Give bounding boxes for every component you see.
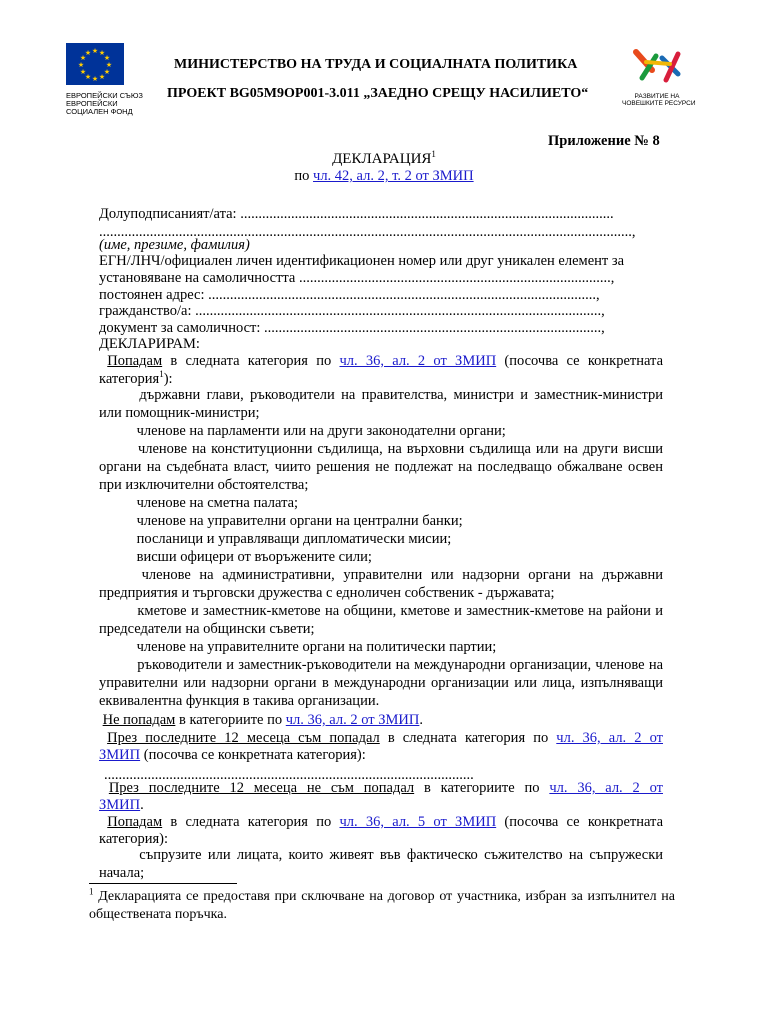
category-item xyxy=(99,602,663,638)
law-link-zmip[interactable]: ЗМИП xyxy=(99,797,141,813)
category-text: членове на административни, управителни или надзорни органи на държавни предприятия и търговски дружества с едноличен собственик - държавата; xyxy=(99,567,663,601)
eu-logo-line: СОЦИАЛЕН ФОНД xyxy=(66,107,133,116)
option-5 xyxy=(99,813,663,831)
declaration-title-text: ДЕКЛАРАЦИЯ xyxy=(332,151,432,167)
law-link-art42[interactable]: чл. 42, ал. 2, т. 2 от ЗМИП xyxy=(313,168,474,184)
footnote-mark: 1 xyxy=(89,886,94,897)
svg-text:★: ★ xyxy=(103,54,111,62)
category-item xyxy=(99,638,663,656)
svg-text:★: ★ xyxy=(91,47,99,55)
option-5-text-end: (посочва се конкретната xyxy=(496,814,664,830)
name-dots-line: ..................................................................................................................................................., xyxy=(99,224,636,240)
hr-logo-line: РАЗВИТИЕ НА xyxy=(634,93,680,100)
eu-logo-text xyxy=(66,91,143,116)
option-1-text-end: (посочва се конкретната xyxy=(496,353,664,369)
category-item xyxy=(99,846,663,882)
category-text: висши офицери от въоръжените сили; xyxy=(136,549,372,565)
category-item xyxy=(99,386,663,422)
basis-prefix: по xyxy=(294,168,314,184)
hr-development-icon xyxy=(622,48,702,88)
category-item xyxy=(99,530,663,548)
svg-text:★: ★ xyxy=(84,49,92,57)
id-document-field: документ за самоличност: ............................................................................................., xyxy=(99,320,605,336)
law-link-art36-2[interactable]: чл. 36, ал. 2 от xyxy=(556,730,663,746)
footnote xyxy=(89,888,675,924)
category-text: членове на сметна палата; xyxy=(136,495,299,511)
option-4-bold: През последните 12 месеца не съм попадал xyxy=(108,780,415,796)
eu-logo-line: ЕВРОПЕЙСКИ xyxy=(66,99,118,108)
svg-text:★: ★ xyxy=(105,61,113,69)
category-item xyxy=(99,548,663,566)
option-3-line2 xyxy=(99,746,366,764)
footnote-separator xyxy=(89,883,237,884)
law-link-zmip[interactable]: ЗМИП xyxy=(99,747,141,763)
option-4-line2 xyxy=(99,796,144,814)
egn-label: ЕГН/ЛНЧ/официален личен идентификационен номер или друг уникален елемент за xyxy=(99,253,625,269)
option-3-text: в следната категория по xyxy=(379,730,557,746)
option-3-dots: ...................................................................................................... xyxy=(104,767,474,783)
footnote-text: Декларацията се предоставя при сключване на договор от участника, избран за изпълнител на обществената поръчка. xyxy=(89,889,675,922)
declare-heading: ДЕКЛАРИРАМ: xyxy=(99,336,200,352)
option-2 xyxy=(99,711,423,729)
citizenship-field: гражданство/а: ................................................................................................................, xyxy=(99,303,605,319)
address-field: постоянен адрес: ..........................................................................................................., xyxy=(99,287,600,303)
category-text: съпрузите или лицата, които живеят във фактическо съжителство на съпружески начала; xyxy=(99,847,663,881)
eu-flag-icon xyxy=(66,43,124,85)
category-text: посланици и управляващи дипломатически мисии; xyxy=(136,531,452,547)
option-1 xyxy=(99,352,663,370)
category-item xyxy=(99,512,663,530)
svg-text:★: ★ xyxy=(98,49,106,57)
project-title: ПРОЕКТ BG05M9OP001-3.011 „ЗАЕДНО СРЕЩУ НАСИЛИЕТО“ xyxy=(167,86,589,101)
option-3-bold: През последните 12 месеца съм попадал xyxy=(107,730,380,746)
annex-label: Приложение № 8 xyxy=(548,133,660,149)
option-2-end: . xyxy=(419,712,423,728)
option-2-bold: Не попадам xyxy=(102,712,176,728)
category-item xyxy=(99,566,663,602)
law-link-art36-5[interactable]: чл. 36, ал. 5 от ЗМИП xyxy=(339,814,497,830)
category-item xyxy=(99,422,663,440)
eu-logo-line: ЕВРОПЕЙСКИ СЪЮЗ xyxy=(66,91,143,100)
svg-text:★: ★ xyxy=(98,73,106,81)
footnote-ref: 1 xyxy=(159,369,164,380)
option-1-category: категория xyxy=(99,371,160,387)
declaration-basis xyxy=(0,168,768,185)
option-4-text: в категориите по xyxy=(414,780,550,796)
option-3 xyxy=(99,729,663,747)
law-link-art36-2[interactable]: чл. 36, ал. 2 от ЗМИП xyxy=(285,712,420,728)
category-item xyxy=(99,494,663,512)
option-5-text: в следната категория по xyxy=(162,814,340,830)
category-item xyxy=(99,656,663,710)
category-item xyxy=(99,440,663,494)
svg-text:★: ★ xyxy=(79,54,87,62)
category-text: ръководители и заместник-ръководители на международни организации, членове на управителни или надзорни органи в международни организации или лица, изпълняващи еквивалентна функция в такива организации. xyxy=(99,657,664,709)
hr-logo-line: ЧОВЕШКИТЕ РЕСУРСИ xyxy=(622,100,696,107)
svg-text:★: ★ xyxy=(103,68,111,76)
law-link-art36-2[interactable]: чл. 36, ал. 2 от xyxy=(549,780,663,796)
eu-logo xyxy=(66,43,143,119)
option-3-text-end: (посочва се конкретната категория): xyxy=(140,747,366,763)
category-text: членове на парламенти или на други законодателни органи; xyxy=(136,423,506,439)
category-text: членове на конституционни съдилища, на върховни съдилища или на други висши органи на съдебната власт, чиито решения не подлежат на последващо обжалване освен при изключителни обстоятелства; xyxy=(99,441,663,493)
category-text: кметове и заместник-кметове на общини, кметове и заместник-кметове на райони и председатели на общински съвети; xyxy=(99,603,664,637)
svg-text:★: ★ xyxy=(91,75,99,83)
option-5-line2: категория): xyxy=(99,831,169,847)
svg-text:★: ★ xyxy=(77,61,85,69)
option-4-end: . xyxy=(140,797,144,813)
ministry-title: МИНИСТЕРСТВО НА ТРУДА И СОЦИАЛНАТА ПОЛИТИКА xyxy=(174,57,578,72)
svg-text:★: ★ xyxy=(84,73,92,81)
category-text: членове на управителни органи на централни банки; xyxy=(136,513,463,529)
undersigned-field: Долуподписаният/ата: ....................................................................................................... xyxy=(99,206,614,222)
law-link-art36-2[interactable]: чл. 36, ал. 2 от ЗМИП xyxy=(339,353,497,369)
identity-field: установяване на самоличността ......................................................................................, xyxy=(99,270,615,286)
category-text: членове на управителните органи на политически партии; xyxy=(136,639,497,655)
name-hint: (име, презиме, фамилия) xyxy=(99,237,250,253)
option-2-text: в категориите по xyxy=(175,712,286,728)
option-1-bold: Попадам xyxy=(107,353,163,369)
category-text: държавни глави, ръководители на правителства, министри и заместник-министри или помощник-министри; xyxy=(99,387,664,421)
hr-logo xyxy=(622,48,702,108)
option-4 xyxy=(99,779,663,797)
option-5-bold: Попадам xyxy=(107,814,163,830)
option-1-text: в следната категория по xyxy=(162,353,340,369)
option-1-colon: ): xyxy=(163,371,173,387)
footnote-ref: 1 xyxy=(431,149,436,159)
declaration-title xyxy=(0,151,768,168)
svg-text:★: ★ xyxy=(79,68,87,76)
hr-logo-text xyxy=(622,93,696,107)
